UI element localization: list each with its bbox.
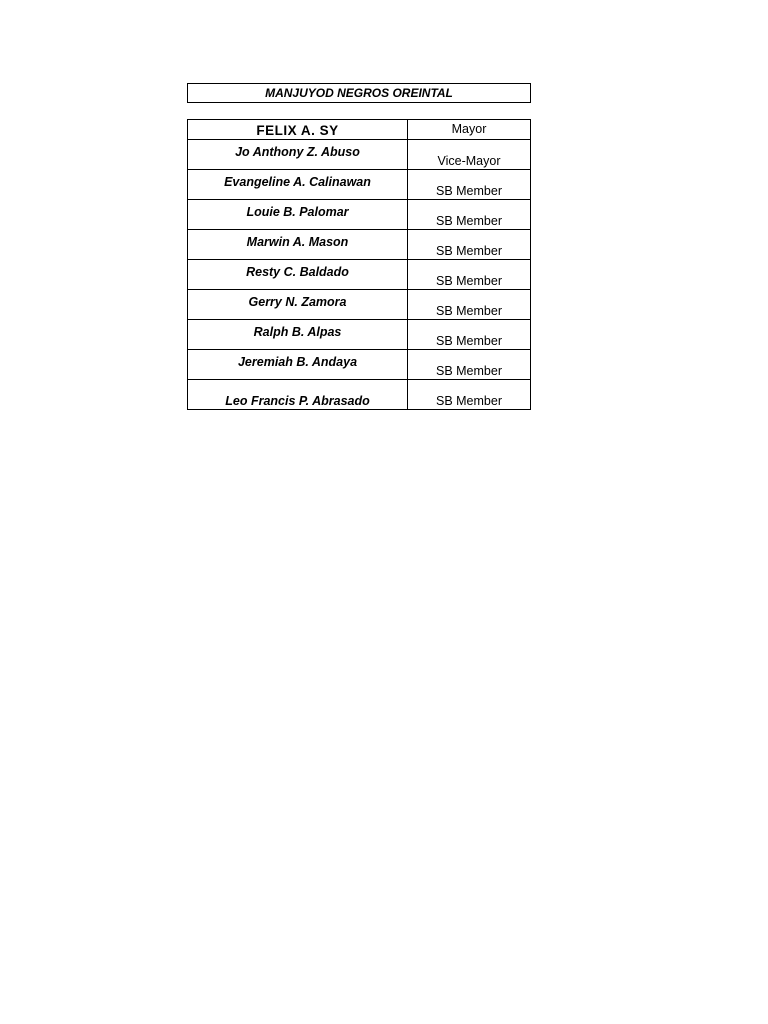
officials-table [187,119,531,410]
table-row [188,320,531,350]
officials-table-body [188,120,531,410]
official-position: SB Member [408,230,531,260]
official-name: Jeremiah B. Andaya [188,350,408,380]
official-name: Ralph B. Alpas [188,320,408,350]
official-name: FELIX A. SY [188,120,408,140]
official-position: SB Member [408,290,531,320]
official-position: SB Member [408,200,531,230]
table-row [188,350,531,380]
official-name: Leo Francis P. Abrasado [188,380,408,410]
official-position: SB Member [408,260,531,290]
table-row [188,380,531,410]
official-position: Mayor [408,120,531,140]
official-position: SB Member [408,170,531,200]
table-row [188,230,531,260]
official-name: Resty C. Baldado [188,260,408,290]
table-row [188,290,531,320]
official-name: Marwin A. Mason [188,230,408,260]
table-row [188,120,531,140]
municipality-title: MANJUYOD NEGROS OREINTAL [187,83,531,103]
official-name: Gerry N. Zamora [188,290,408,320]
table-row [188,260,531,290]
official-name: Louie B. Palomar [188,200,408,230]
official-position: SB Member [408,380,531,410]
official-position: SB Member [408,350,531,380]
table-row [188,140,531,170]
official-name: Jo Anthony Z. Abuso [188,140,408,170]
official-position: SB Member [408,320,531,350]
table-row [188,200,531,230]
official-name: Evangeline A. Calinawan [188,170,408,200]
official-position: Vice-Mayor [408,140,531,170]
table-row [188,170,531,200]
